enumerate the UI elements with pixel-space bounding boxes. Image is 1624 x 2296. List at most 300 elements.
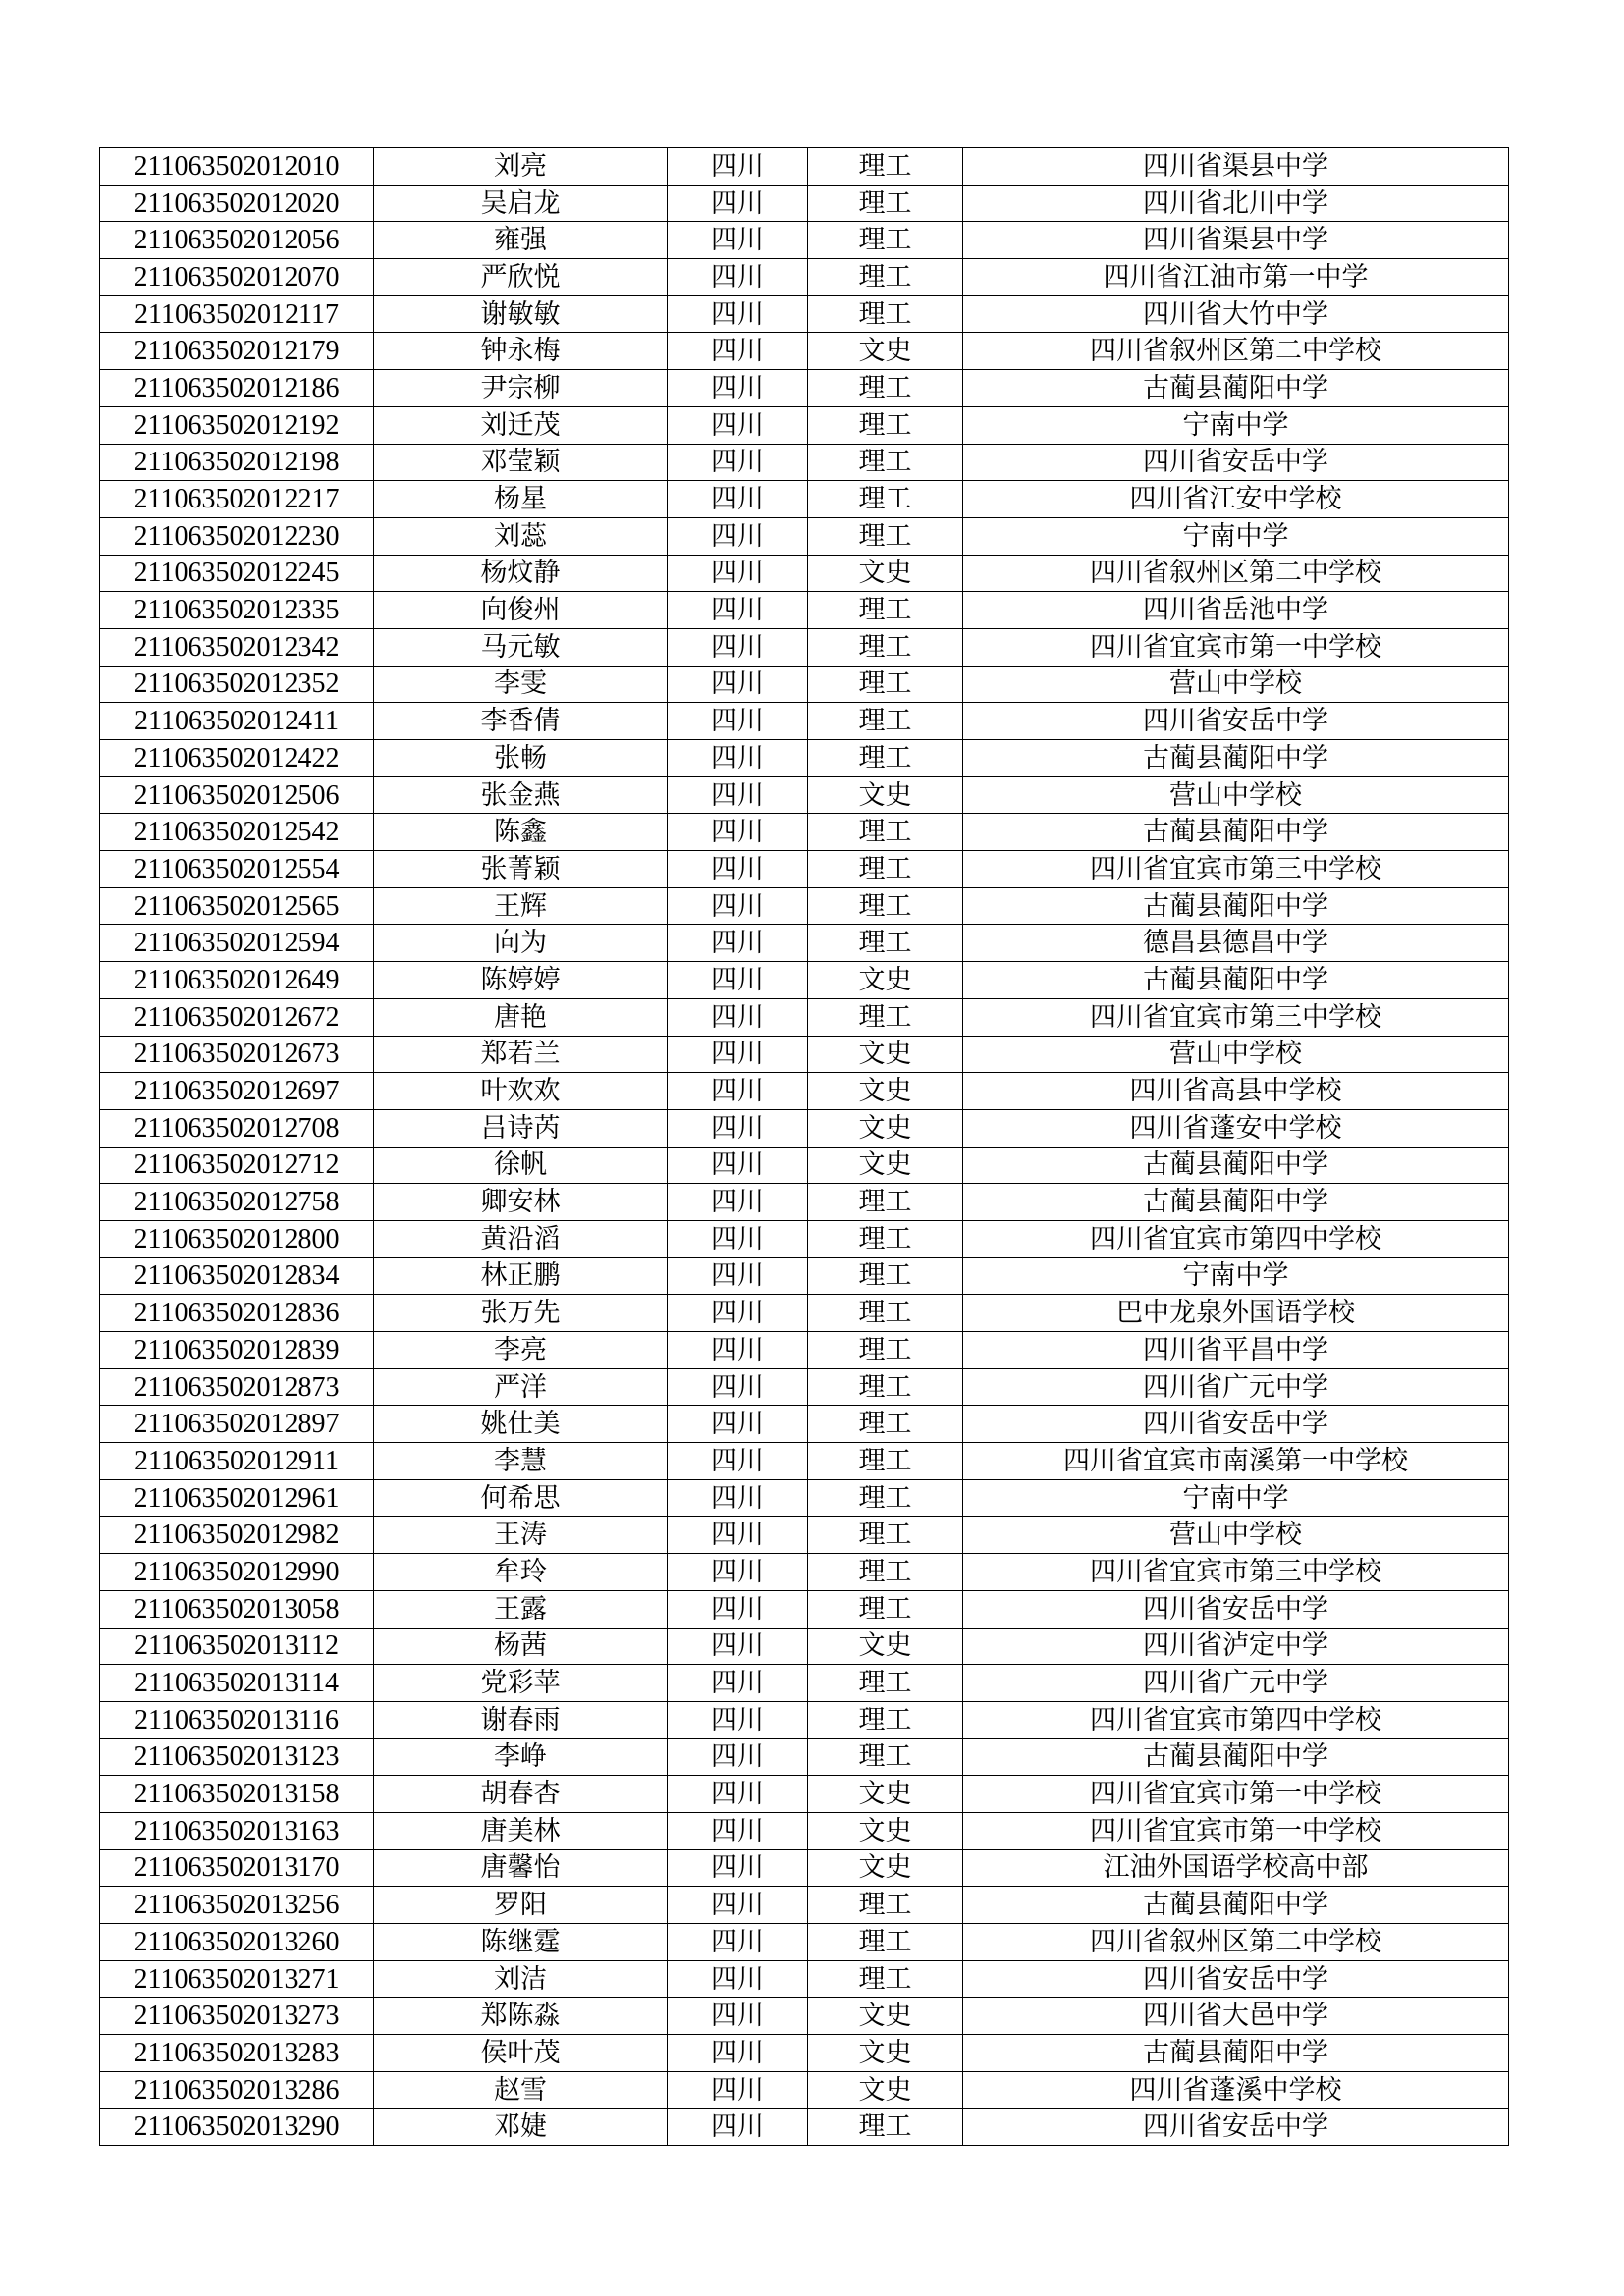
student-name-cell: 吕诗芮 xyxy=(374,1109,668,1147)
province-cell: 四川 xyxy=(668,1036,808,1073)
subject-track-cell: 理工 xyxy=(808,925,963,962)
candidate-id-cell: 211063502012186 xyxy=(100,370,374,407)
student-name-cell: 党彩苹 xyxy=(374,1665,668,1702)
school-cell: 四川省叙州区第二中学校 xyxy=(963,555,1509,592)
student-name-cell: 向俊州 xyxy=(374,592,668,629)
candidate-id-cell: 211063502012554 xyxy=(100,851,374,888)
school-cell: 四川省安岳中学 xyxy=(963,1406,1509,1443)
school-cell: 四川省安岳中学 xyxy=(963,1960,1509,1998)
student-name-cell: 陈继霆 xyxy=(374,1924,668,1961)
student-name-cell: 吴启龙 xyxy=(374,185,668,222)
table-row xyxy=(100,148,1509,186)
candidate-id-cell: 211063502012542 xyxy=(100,814,374,851)
table-row xyxy=(100,517,1509,555)
candidate-id-cell: 211063502013286 xyxy=(100,2071,374,2109)
candidate-id-cell: 211063502012982 xyxy=(100,1517,374,1554)
subject-track-cell: 理工 xyxy=(808,295,963,333)
subject-track-cell: 理工 xyxy=(808,148,963,186)
province-cell: 四川 xyxy=(668,1147,808,1184)
student-name-cell: 罗阳 xyxy=(374,1887,668,1924)
candidate-id-cell: 211063502012230 xyxy=(100,517,374,555)
student-name-cell: 郑陈淼 xyxy=(374,1998,668,2035)
school-cell: 古蔺县蔺阳中学 xyxy=(963,740,1509,777)
table-row xyxy=(100,1147,1509,1184)
school-cell: 宁南中学 xyxy=(963,1257,1509,1295)
province-cell: 四川 xyxy=(668,1073,808,1110)
subject-track-cell: 文史 xyxy=(808,1998,963,2035)
subject-track-cell: 理工 xyxy=(808,814,963,851)
province-cell: 四川 xyxy=(668,1776,808,1813)
subject-track-cell: 理工 xyxy=(808,1924,963,1961)
subject-track-cell: 理工 xyxy=(808,1554,963,1591)
table-row xyxy=(100,1443,1509,1480)
school-cell: 宁南中学 xyxy=(963,517,1509,555)
student-name-cell: 谢春雨 xyxy=(374,1701,668,1738)
province-cell: 四川 xyxy=(668,444,808,481)
student-name-cell: 徐帆 xyxy=(374,1147,668,1184)
province-cell: 四川 xyxy=(668,814,808,851)
province-cell: 四川 xyxy=(668,295,808,333)
candidate-id-cell: 211063502012800 xyxy=(100,1220,374,1257)
table-row xyxy=(100,925,1509,962)
school-cell: 古蔺县蔺阳中学 xyxy=(963,370,1509,407)
school-cell: 古蔺县蔺阳中学 xyxy=(963,887,1509,925)
candidate-id-cell: 211063502012565 xyxy=(100,887,374,925)
province-cell: 四川 xyxy=(668,517,808,555)
school-cell: 四川省叙州区第二中学校 xyxy=(963,1924,1509,1961)
province-cell: 四川 xyxy=(668,1554,808,1591)
student-name-cell: 姚仕美 xyxy=(374,1406,668,1443)
table-row xyxy=(100,1073,1509,1110)
candidate-id-cell: 211063502012839 xyxy=(100,1332,374,1369)
province-cell: 四川 xyxy=(668,1368,808,1406)
province-cell: 四川 xyxy=(668,1998,808,2035)
table-row xyxy=(100,2035,1509,2072)
student-name-cell: 王辉 xyxy=(374,887,668,925)
subject-track-cell: 理工 xyxy=(808,1479,963,1517)
table-row xyxy=(100,1257,1509,1295)
table-row xyxy=(100,851,1509,888)
student-name-cell: 胡春杏 xyxy=(374,1776,668,1813)
student-name-cell: 李雯 xyxy=(374,666,668,703)
candidate-id-cell: 211063502012422 xyxy=(100,740,374,777)
province-cell: 四川 xyxy=(668,703,808,740)
subject-track-cell: 理工 xyxy=(808,628,963,666)
school-cell: 古蔺县蔺阳中学 xyxy=(963,2035,1509,2072)
province-cell: 四川 xyxy=(668,1109,808,1147)
subject-track-cell: 理工 xyxy=(808,444,963,481)
school-cell: 四川省大邑中学 xyxy=(963,1998,1509,2035)
student-name-cell: 李慧 xyxy=(374,1443,668,1480)
table-row xyxy=(100,1479,1509,1517)
candidate-id-cell: 211063502013170 xyxy=(100,1849,374,1887)
province-cell: 四川 xyxy=(668,1406,808,1443)
table-row xyxy=(100,740,1509,777)
school-cell: 宁南中学 xyxy=(963,1479,1509,1517)
table-row xyxy=(100,1368,1509,1406)
candidate-id-cell: 211063502013260 xyxy=(100,1924,374,1961)
subject-track-cell: 理工 xyxy=(808,185,963,222)
table-row xyxy=(100,1554,1509,1591)
student-name-cell: 刘亮 xyxy=(374,148,668,186)
subject-track-cell: 文史 xyxy=(808,1628,963,1665)
candidate-id-cell: 211063502012594 xyxy=(100,925,374,962)
school-cell: 古蔺县蔺阳中学 xyxy=(963,1887,1509,1924)
table-row xyxy=(100,628,1509,666)
table-row xyxy=(100,333,1509,370)
province-cell: 四川 xyxy=(668,1590,808,1628)
school-cell: 四川省宜宾市第三中学校 xyxy=(963,998,1509,1036)
province-cell: 四川 xyxy=(668,887,808,925)
table-row xyxy=(100,1295,1509,1332)
roster-body xyxy=(100,148,1509,2146)
province-cell: 四川 xyxy=(668,406,808,444)
student-name-cell: 唐馨怡 xyxy=(374,1849,668,1887)
subject-track-cell: 文史 xyxy=(808,962,963,999)
candidate-id-cell: 211063502012070 xyxy=(100,259,374,296)
province-cell: 四川 xyxy=(668,481,808,518)
student-name-cell: 李峥 xyxy=(374,1738,668,1776)
province-cell: 四川 xyxy=(668,1701,808,1738)
school-cell: 四川省安岳中学 xyxy=(963,703,1509,740)
province-cell: 四川 xyxy=(668,1960,808,1998)
school-cell: 四川省岳池中学 xyxy=(963,592,1509,629)
table-row xyxy=(100,259,1509,296)
student-name-cell: 严洋 xyxy=(374,1368,668,1406)
candidate-id-cell: 211063502012836 xyxy=(100,1295,374,1332)
student-name-cell: 郑若兰 xyxy=(374,1036,668,1073)
student-name-cell: 杨星 xyxy=(374,481,668,518)
school-cell: 四川省叙州区第二中学校 xyxy=(963,333,1509,370)
student-name-cell: 侯叶茂 xyxy=(374,2035,668,2072)
student-name-cell: 叶欢欢 xyxy=(374,1073,668,1110)
school-cell: 四川省广元中学 xyxy=(963,1665,1509,1702)
subject-track-cell: 理工 xyxy=(808,370,963,407)
table-row xyxy=(100,1036,1509,1073)
table-row xyxy=(100,1738,1509,1776)
student-name-cell: 钟永梅 xyxy=(374,333,668,370)
province-cell: 四川 xyxy=(668,1332,808,1369)
candidate-id-cell: 211063502012335 xyxy=(100,592,374,629)
table-row xyxy=(100,481,1509,518)
table-row xyxy=(100,1701,1509,1738)
table-row xyxy=(100,1109,1509,1147)
school-cell: 四川省平昌中学 xyxy=(963,1332,1509,1369)
table-row xyxy=(100,444,1509,481)
candidate-id-cell: 211063502012411 xyxy=(100,703,374,740)
candidate-id-cell: 211063502013116 xyxy=(100,1701,374,1738)
subject-track-cell: 文史 xyxy=(808,555,963,592)
student-name-cell: 马元敏 xyxy=(374,628,668,666)
student-name-cell: 卿安林 xyxy=(374,1184,668,1221)
student-name-cell: 杨茜 xyxy=(374,1628,668,1665)
subject-track-cell: 理工 xyxy=(808,2109,963,2146)
school-cell: 四川省广元中学 xyxy=(963,1368,1509,1406)
candidate-id-cell: 211063502013290 xyxy=(100,2109,374,2146)
school-cell: 四川省宜宾市第一中学校 xyxy=(963,1812,1509,1849)
school-cell: 四川省安岳中学 xyxy=(963,2109,1509,2146)
province-cell: 四川 xyxy=(668,998,808,1036)
table-row xyxy=(100,555,1509,592)
province-cell: 四川 xyxy=(668,370,808,407)
province-cell: 四川 xyxy=(668,962,808,999)
subject-track-cell: 理工 xyxy=(808,1665,963,1702)
student-name-cell: 陈婷婷 xyxy=(374,962,668,999)
candidate-id-cell: 211063502013273 xyxy=(100,1998,374,2035)
table-row xyxy=(100,2071,1509,2109)
school-cell: 江油外国语学校高中部 xyxy=(963,1849,1509,1887)
subject-track-cell: 理工 xyxy=(808,703,963,740)
school-cell: 四川省宜宾市第三中学校 xyxy=(963,851,1509,888)
subject-track-cell: 理工 xyxy=(808,592,963,629)
student-name-cell: 张金燕 xyxy=(374,776,668,814)
table-row xyxy=(100,1590,1509,1628)
school-cell: 四川省宜宾市第四中学校 xyxy=(963,1701,1509,1738)
subject-track-cell: 理工 xyxy=(808,259,963,296)
subject-track-cell: 理工 xyxy=(808,1406,963,1443)
candidate-id-cell: 211063502012342 xyxy=(100,628,374,666)
table-row xyxy=(100,1665,1509,1702)
subject-track-cell: 理工 xyxy=(808,517,963,555)
table-row xyxy=(100,1849,1509,1887)
table-row xyxy=(100,887,1509,925)
table-row xyxy=(100,776,1509,814)
school-cell: 四川省江安中学校 xyxy=(963,481,1509,518)
table-row xyxy=(100,1220,1509,1257)
table-row xyxy=(100,2109,1509,2146)
student-name-cell: 林正鹏 xyxy=(374,1257,668,1295)
candidate-id-cell: 211063502013283 xyxy=(100,2035,374,2072)
table-row xyxy=(100,1776,1509,1813)
school-cell: 四川省安岳中学 xyxy=(963,1590,1509,1628)
province-cell: 四川 xyxy=(668,1849,808,1887)
subject-track-cell: 理工 xyxy=(808,1590,963,1628)
student-name-cell: 杨炆静 xyxy=(374,555,668,592)
subject-track-cell: 文史 xyxy=(808,1776,963,1813)
subject-track-cell: 文史 xyxy=(808,1849,963,1887)
candidate-id-cell: 211063502012352 xyxy=(100,666,374,703)
province-cell: 四川 xyxy=(668,1184,808,1221)
table-row xyxy=(100,370,1509,407)
subject-track-cell: 理工 xyxy=(808,222,963,259)
subject-track-cell: 理工 xyxy=(808,481,963,518)
province-cell: 四川 xyxy=(668,1887,808,1924)
school-cell: 四川省宜宾市第一中学校 xyxy=(963,1776,1509,1813)
province-cell: 四川 xyxy=(668,1257,808,1295)
table-row xyxy=(100,185,1509,222)
candidate-id-cell: 211063502012708 xyxy=(100,1109,374,1147)
school-cell: 四川省安岳中学 xyxy=(963,444,1509,481)
candidate-id-cell: 211063502012198 xyxy=(100,444,374,481)
province-cell: 四川 xyxy=(668,592,808,629)
candidate-id-cell: 211063502012056 xyxy=(100,222,374,259)
subject-track-cell: 理工 xyxy=(808,1887,963,1924)
student-name-cell: 李亮 xyxy=(374,1332,668,1369)
subject-track-cell: 理工 xyxy=(808,1295,963,1332)
candidate-id-cell: 211063502012649 xyxy=(100,962,374,999)
province-cell: 四川 xyxy=(668,1812,808,1849)
candidate-id-cell: 211063502013112 xyxy=(100,1628,374,1665)
school-cell: 四川省宜宾市第四中学校 xyxy=(963,1220,1509,1257)
school-cell: 四川省泸定中学 xyxy=(963,1628,1509,1665)
candidate-id-cell: 211063502012245 xyxy=(100,555,374,592)
school-cell: 四川省高县中学校 xyxy=(963,1073,1509,1110)
table-row xyxy=(100,1887,1509,1924)
subject-track-cell: 文史 xyxy=(808,333,963,370)
school-cell: 巴中龙泉外国语学校 xyxy=(963,1295,1509,1332)
table-row xyxy=(100,814,1509,851)
table-row xyxy=(100,1184,1509,1221)
subject-track-cell: 文史 xyxy=(808,1109,963,1147)
table-row xyxy=(100,1812,1509,1849)
province-cell: 四川 xyxy=(668,1295,808,1332)
candidate-id-cell: 211063502013256 xyxy=(100,1887,374,1924)
school-cell: 四川省宜宾市第三中学校 xyxy=(963,1554,1509,1591)
candidate-id-cell: 211063502012506 xyxy=(100,776,374,814)
school-cell: 四川省宜宾市第一中学校 xyxy=(963,628,1509,666)
admission-roster-table xyxy=(99,147,1509,2146)
subject-track-cell: 理工 xyxy=(808,1738,963,1776)
table-row xyxy=(100,592,1509,629)
subject-track-cell: 理工 xyxy=(808,851,963,888)
province-cell: 四川 xyxy=(668,666,808,703)
candidate-id-cell: 211063502012020 xyxy=(100,185,374,222)
subject-track-cell: 理工 xyxy=(808,887,963,925)
subject-track-cell: 理工 xyxy=(808,1517,963,1554)
school-cell: 四川省宜宾市南溪第一中学校 xyxy=(963,1443,1509,1480)
candidate-id-cell: 211063502012179 xyxy=(100,333,374,370)
school-cell: 古蔺县蔺阳中学 xyxy=(963,814,1509,851)
province-cell: 四川 xyxy=(668,2109,808,2146)
candidate-id-cell: 211063502013058 xyxy=(100,1590,374,1628)
student-name-cell: 何希思 xyxy=(374,1479,668,1517)
student-name-cell: 谢敏敏 xyxy=(374,295,668,333)
candidate-id-cell: 211063502012712 xyxy=(100,1147,374,1184)
school-cell: 古蔺县蔺阳中学 xyxy=(963,1147,1509,1184)
student-name-cell: 唐艳 xyxy=(374,998,668,1036)
candidate-id-cell: 211063502012117 xyxy=(100,295,374,333)
student-name-cell: 邓婕 xyxy=(374,2109,668,2146)
student-name-cell: 刘洁 xyxy=(374,1960,668,1998)
candidate-id-cell: 211063502012990 xyxy=(100,1554,374,1591)
province-cell: 四川 xyxy=(668,1517,808,1554)
subject-track-cell: 理工 xyxy=(808,1332,963,1369)
candidate-id-cell: 211063502012673 xyxy=(100,1036,374,1073)
subject-track-cell: 文史 xyxy=(808,1073,963,1110)
candidate-id-cell: 211063502012834 xyxy=(100,1257,374,1295)
school-cell: 德昌县德昌中学 xyxy=(963,925,1509,962)
student-name-cell: 严欣悦 xyxy=(374,259,668,296)
school-cell: 宁南中学 xyxy=(963,406,1509,444)
subject-track-cell: 理工 xyxy=(808,1368,963,1406)
province-cell: 四川 xyxy=(668,1738,808,1776)
subject-track-cell: 理工 xyxy=(808,1220,963,1257)
province-cell: 四川 xyxy=(668,1665,808,1702)
school-cell: 四川省北川中学 xyxy=(963,185,1509,222)
subject-track-cell: 理工 xyxy=(808,666,963,703)
school-cell: 四川省江油市第一中学 xyxy=(963,259,1509,296)
subject-track-cell: 理工 xyxy=(808,1443,963,1480)
province-cell: 四川 xyxy=(668,925,808,962)
candidate-id-cell: 211063502012672 xyxy=(100,998,374,1036)
school-cell: 营山中学校 xyxy=(963,666,1509,703)
student-name-cell: 邓莹颖 xyxy=(374,444,668,481)
school-cell: 古蔺县蔺阳中学 xyxy=(963,962,1509,999)
school-cell: 古蔺县蔺阳中学 xyxy=(963,1184,1509,1221)
table-row xyxy=(100,1998,1509,2035)
candidate-id-cell: 211063502012010 xyxy=(100,148,374,186)
subject-track-cell: 理工 xyxy=(808,406,963,444)
student-name-cell: 张万先 xyxy=(374,1295,668,1332)
table-row xyxy=(100,295,1509,333)
school-cell: 四川省渠县中学 xyxy=(963,222,1509,259)
candidate-id-cell: 211063502013158 xyxy=(100,1776,374,1813)
candidate-id-cell: 211063502012911 xyxy=(100,1443,374,1480)
province-cell: 四川 xyxy=(668,2071,808,2109)
province-cell: 四川 xyxy=(668,222,808,259)
subject-track-cell: 文史 xyxy=(808,2035,963,2072)
subject-track-cell: 理工 xyxy=(808,1257,963,1295)
subject-track-cell: 理工 xyxy=(808,1184,963,1221)
student-name-cell: 王露 xyxy=(374,1590,668,1628)
subject-track-cell: 文史 xyxy=(808,1036,963,1073)
student-name-cell: 向为 xyxy=(374,925,668,962)
province-cell: 四川 xyxy=(668,1220,808,1257)
school-cell: 营山中学校 xyxy=(963,1036,1509,1073)
school-cell: 古蔺县蔺阳中学 xyxy=(963,1738,1509,1776)
subject-track-cell: 理工 xyxy=(808,1701,963,1738)
table-row xyxy=(100,998,1509,1036)
province-cell: 四川 xyxy=(668,776,808,814)
province-cell: 四川 xyxy=(668,740,808,777)
province-cell: 四川 xyxy=(668,185,808,222)
province-cell: 四川 xyxy=(668,148,808,186)
province-cell: 四川 xyxy=(668,1628,808,1665)
candidate-id-cell: 211063502013123 xyxy=(100,1738,374,1776)
school-cell: 四川省大竹中学 xyxy=(963,295,1509,333)
student-name-cell: 赵雪 xyxy=(374,2071,668,2109)
province-cell: 四川 xyxy=(668,2035,808,2072)
province-cell: 四川 xyxy=(668,1443,808,1480)
student-name-cell: 王涛 xyxy=(374,1517,668,1554)
subject-track-cell: 文史 xyxy=(808,1147,963,1184)
student-name-cell: 唐美林 xyxy=(374,1812,668,1849)
province-cell: 四川 xyxy=(668,851,808,888)
student-name-cell: 陈鑫 xyxy=(374,814,668,851)
province-cell: 四川 xyxy=(668,628,808,666)
province-cell: 四川 xyxy=(668,333,808,370)
table-row xyxy=(100,406,1509,444)
candidate-id-cell: 211063502013163 xyxy=(100,1812,374,1849)
school-cell: 四川省蓬安中学校 xyxy=(963,1109,1509,1147)
subject-track-cell: 理工 xyxy=(808,740,963,777)
province-cell: 四川 xyxy=(668,1924,808,1961)
province-cell: 四川 xyxy=(668,259,808,296)
candidate-id-cell: 211063502012961 xyxy=(100,1479,374,1517)
school-cell: 四川省蓬溪中学校 xyxy=(963,2071,1509,2109)
subject-track-cell: 理工 xyxy=(808,1960,963,1998)
subject-track-cell: 理工 xyxy=(808,998,963,1036)
table-row xyxy=(100,1406,1509,1443)
table-row xyxy=(100,1924,1509,1961)
school-cell: 营山中学校 xyxy=(963,1517,1509,1554)
subject-track-cell: 文史 xyxy=(808,1812,963,1849)
table-row xyxy=(100,962,1509,999)
student-name-cell: 刘迁茂 xyxy=(374,406,668,444)
student-name-cell: 李香倩 xyxy=(374,703,668,740)
candidate-id-cell: 211063502012697 xyxy=(100,1073,374,1110)
subject-track-cell: 文史 xyxy=(808,2071,963,2109)
